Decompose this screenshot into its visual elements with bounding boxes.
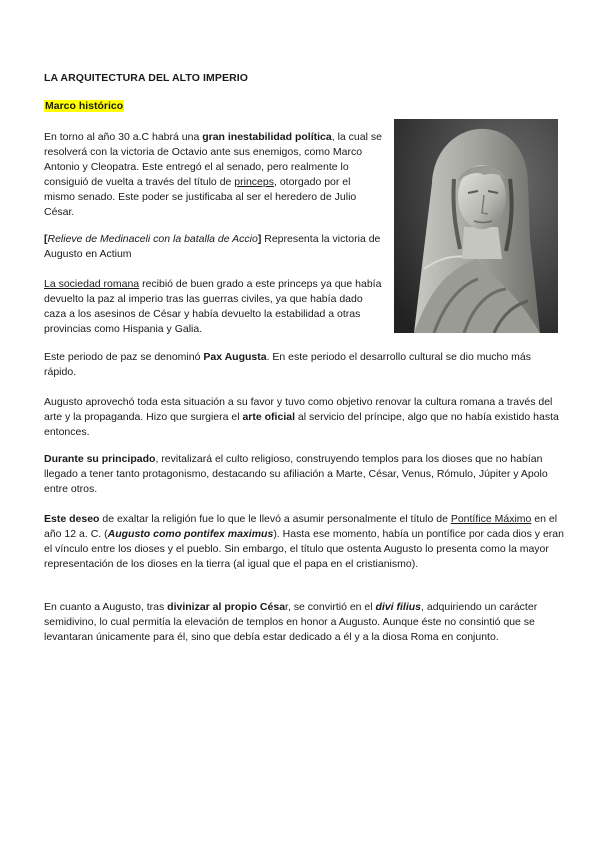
paragraph-official-art: Augusto aprovechó toda esta situación a su favor y tuvo como objetivo renovar la cultura romana a través del arte y la propaganda. Hizo que surgiera el arte oficial al servicio del príncipe, algo que no había existido hasta entonces. [44, 396, 559, 438]
section-heading: Marco histórico [45, 100, 124, 112]
paragraph-pontifex: Este deseo de exaltar la religión fue lo que le llevó a asumir personalmente el título de Pontífice Máximo en el año 12 a. C. (Augusto como pontifex maximus). Hasta ese momento, había un pontífice por cada dios y eran el vínculo entre los dioses y el pueblo. Sin embargo, el título que ostenta Augusto lo presenta como la mayor representación de los dioses en la tierra (al igual que el papa en el cristianismo). [44, 513, 564, 570]
paragraph-pax-augusta: Este periodo de paz se denominó Pax Augusta. En este periodo el desarrollo cultural se dio mucho más rápido. [44, 351, 531, 378]
paragraph-divi-filius: En cuanto a Augusto, tras divinizar al propio César, se convirtió en el divi filius, adquiriendo un carácter semidivino, lo cual permitía la elevación de templos en honor a Augusto. Aunque éste no consintió que se levantaran únicamente para él, sino que debía estar dedicado a él y a la diosa Roma en conjunto. [44, 601, 538, 643]
paragraph-religious-cult: Durante su principado, revitalizará el culto religioso, construyendo templos para los dioses que no habían llegado a tener tanto protagonismo, destacando su afiliación a Marte, César, Venus, Rómulo, Júpiter y Apolo entre otros. [44, 453, 548, 495]
paragraph-relief-reference: [Relieve de Medinaceli con la batalla de Accio] Representa la victoria de Augusto en Actium [44, 233, 381, 260]
page-title: LA ARQUITECTURA DEL ALTO IMPERIO [44, 72, 249, 84]
augustus-statue-image [394, 119, 558, 333]
paragraph-roman-society: La sociedad romana recibió de buen grado a este princeps ya que había devuelto la paz al imperio tras las guerras civiles, ya que había dado caza a los asesinos de César y había devuelto la estabilidad a otras provincias como Hispania y Galia. [44, 278, 382, 335]
paragraph-context: En torno al año 30 a.C habrá una gran inestabilidad política, la cual se resolverá con la victoria de Octavio ante sus enemigos, como Marco Antonio y Cleopatra. Este entregó el al senado, pero realmente lo consiguió de vuelta a través del título de princeps, otorgado por el mismo senado. Este poder se justificaba al ser el heredero de Julio César. [44, 131, 382, 218]
